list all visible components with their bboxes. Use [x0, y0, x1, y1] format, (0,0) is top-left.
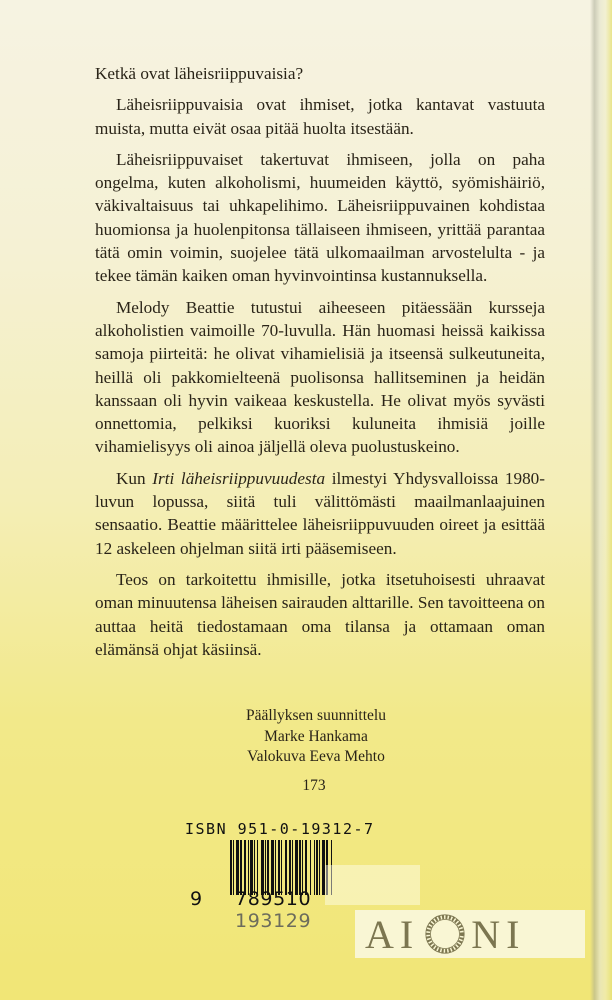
classification-number: 173: [302, 777, 326, 794]
book-title-italic: Irti läheisriippuvuudesta: [152, 468, 326, 488]
paragraph-4: [95, 467, 545, 560]
credit-design-label: Päällyksen suunnittelu: [246, 707, 386, 724]
aioni-watermark-logo: [365, 910, 525, 958]
heading-question: Ketkä ovat läheisriippuvaisia?: [95, 64, 304, 83]
barcode-digits-left: 789510: [235, 888, 312, 910]
credit-photo: Valokuva Eeva Mehto: [247, 748, 385, 765]
p4-prefix: Kun: [116, 468, 153, 488]
ouroboros-icon: [425, 914, 465, 954]
credit-designer: Marke Hankama: [264, 727, 368, 745]
paragraph-5: Teos on tarkoitettu ihmisille, jotka itsetuhoisesti uhraavat oman minuutensa läheisen sairauden alttarille. Sen tavoitteena on auttaa heitä tiedostamaan oma tilansa ja ottamaan oman elämänsä ohjat käsiinsä.: [95, 569, 545, 659]
cover-credits: [0, 706, 612, 768]
logo-letters-ai: AI: [365, 911, 420, 957]
isbn-label: ISBN 951-0-19312-7: [185, 820, 375, 838]
barcode-first-digit: 9: [190, 888, 203, 910]
barcode-digits-right: 193129: [235, 910, 312, 932]
paragraph-2: Läheisriippuvaiset takertuvat ihmiseen, jolla on paha ongelma, kuten alkoholismi, huumeiden käyttö, syömishäiriö, väkivaltaisuus tai uhkapelihimo. Läheisriippuvainen kohdistaa huomionsa ja huolenpitonsa tällaiseen ihmiseen, yrittää parantaa tätä omin voimin, suojelee tätä ulkomaailman arvostelulta - ja tekee tämän kaiken oman hyvinvointinsa kustannuksella.: [95, 149, 545, 286]
logo-letters-ni: NI: [471, 911, 526, 957]
paragraph-3: Melody Beattie tutustui aiheeseen pitäessään kursseja alkoholistien vaimoille 70-luvulla. Hän huomasi heissä kaikissa samoja piirteitä: he olivat vihamielisiä ja itseensä sulkeutuneita, heillä oli pakkomielteenä puolisonsa hallitseminen ja heidän kanssaan oli hyvin vaikeaa keskustella. He olivat myös syvästi onnettomia, pelkiksi kuoriksi kuluneita ihmisiä joille vihamielisyys oli ainoa jäljellä oleva puolustuskeino.: [95, 297, 545, 457]
paragraph-1: Läheisriippuvaisia ovat ihmiset, jotka kantavat vastuuta muista, mutta eivät osaa pitää huolta itsestään.: [95, 95, 545, 138]
back-cover-text: [95, 62, 545, 661]
sticker-glare: [325, 865, 420, 905]
book-spine-edge: [590, 0, 612, 1000]
p4-rest: ilmestyi Yhdysvalloissa 1980-luvun lopussa, siitä tuli välittömästi maailmanlaajuinen sensaatio. Beattie määrittelee läheisriippuvuuden oireet ja esittää 12 askeleen ohjelman siitä irti pääsemiseen.: [95, 468, 545, 558]
